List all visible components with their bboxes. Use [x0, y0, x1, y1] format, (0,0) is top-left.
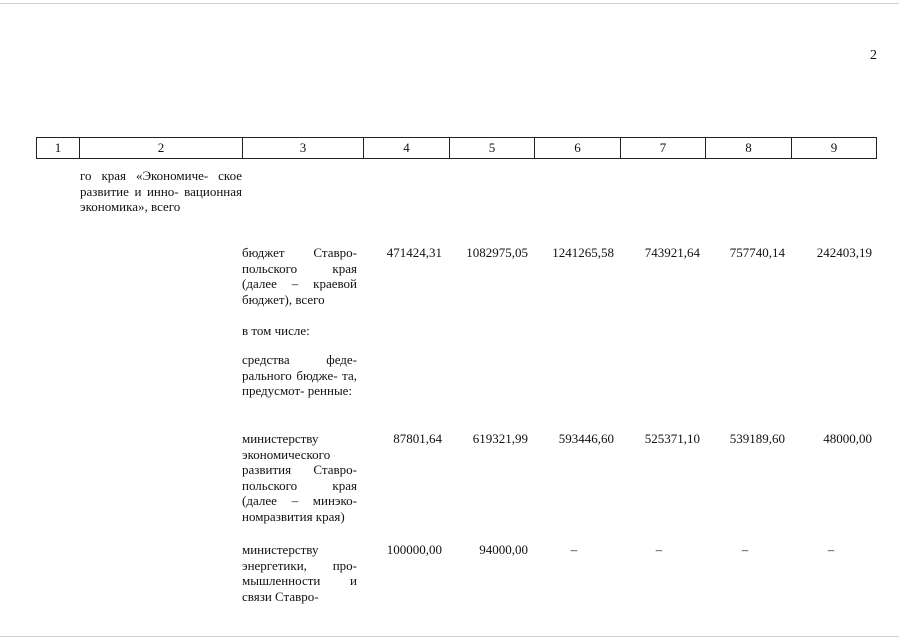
scan-edge-top: [0, 3, 899, 4]
value-col-6-dash: –: [570, 542, 578, 557]
header-col-2: 2: [80, 138, 243, 159]
header-col-5: 5: [450, 138, 535, 159]
value-col-6: 593446,60: [558, 431, 614, 446]
program-name-text: го края «Экономиче- ское развитие и инно- вационная экономика», всего: [80, 168, 242, 214]
funding-source-regional-budget: бюджет Ставро- польского края (далее – краевой бюджет), всего: [242, 245, 357, 307]
value-col-7: 743921,64: [644, 245, 700, 260]
including-label: в том числе:: [242, 323, 310, 338]
page-number: 2: [870, 48, 877, 63]
value-col-8-dash: –: [741, 542, 749, 557]
value-col-8: 757740,14: [729, 245, 785, 260]
funding-source-federal: средства феде- рального бюдже- та, предусмот- ренные:: [242, 352, 357, 398]
value-col-4: 471424,31: [386, 245, 442, 260]
value-col-5: 619321,99: [472, 431, 528, 446]
value-col-5: 1082975,05: [466, 245, 528, 260]
column-number-header: [36, 137, 877, 159]
value-col-7: 525371,10: [644, 431, 700, 446]
scan-edge-bottom: [0, 636, 899, 637]
value-col-9: 242403,19: [816, 245, 872, 260]
value-col-4: 87801,64: [393, 431, 442, 446]
value-col-4: 100000,00: [386, 542, 442, 557]
recipient-energy-ministry: министерству энергетики, про- мышленности и связи Ставро-: [242, 542, 357, 604]
header-col-6: 6: [535, 138, 621, 159]
value-col-6: 1241265,58: [552, 245, 614, 260]
header-col-3: 3: [243, 138, 364, 159]
value-col-9: 48000,00: [823, 431, 872, 446]
header-col-8: 8: [706, 138, 792, 159]
value-col-9-dash: –: [827, 542, 835, 557]
value-col-8: 539189,60: [729, 431, 785, 446]
recipient-economic-ministry: министерству экономического развития Ставро- польского края (далее – минэко- номразвития края): [242, 431, 357, 524]
header-col-1: 1: [37, 138, 80, 159]
header-col-4: 4: [364, 138, 450, 159]
header-col-9: 9: [792, 138, 877, 159]
header-col-7: 7: [621, 138, 706, 159]
value-col-5: 94000,00: [479, 542, 528, 557]
value-col-7-dash: –: [655, 542, 663, 557]
